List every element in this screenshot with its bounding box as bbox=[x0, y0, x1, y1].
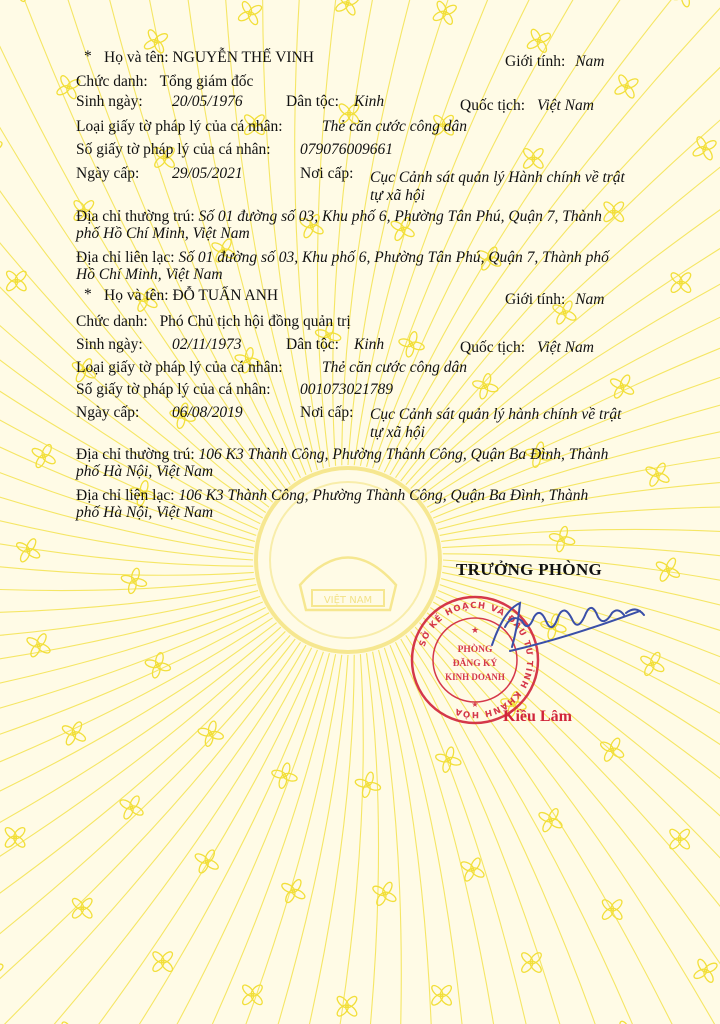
perm-address-line2: phố Hồ Chí Minh, Việt Nam bbox=[76, 225, 250, 242]
perm-address-line2: phố Hà Nội, Việt Nam bbox=[76, 463, 214, 480]
gender-row bbox=[505, 291, 604, 309]
contact-address-line2: phố Hà Nội, Việt Nam bbox=[76, 504, 214, 521]
dob-label: Sinh ngày: bbox=[76, 336, 143, 353]
title-row bbox=[76, 313, 351, 331]
stamp-ring-text: SỞ KẾ HOẠCH VÀ ĐẦU TƯ TỈNH KHÁNH HÒA bbox=[417, 600, 535, 720]
gender-value: Nam bbox=[575, 291, 605, 308]
gender-row bbox=[505, 53, 604, 71]
perm-address-line1 bbox=[76, 446, 608, 464]
title-value: Phó Chủ tịch hội đồng quản trị bbox=[159, 313, 351, 330]
doc-no-label: Số giấy tờ pháp lý của cá nhân: bbox=[76, 141, 271, 158]
issue-place-line2: tự xã hội bbox=[370, 424, 425, 441]
gender-label: Giới tính: bbox=[505, 291, 566, 308]
perm-address-label: Địa chỉ thường trú: bbox=[76, 446, 195, 463]
dob-value: 20/05/1976 bbox=[172, 93, 243, 110]
nationality-label: Quốc tịch: bbox=[460, 97, 525, 114]
issue-place-line1: Cục Cảnh sát quản lý Hành chính về trật bbox=[370, 169, 625, 186]
gender-label: Giới tính: bbox=[505, 53, 566, 70]
title-label: Chức danh: bbox=[76, 73, 148, 90]
dob-value: 02/11/1973 bbox=[172, 336, 242, 353]
doc-type-value: Thẻ căn cước công dân bbox=[322, 118, 467, 135]
ethnicity-value: Kinh bbox=[354, 336, 385, 353]
contact-address-label: Địa chỉ liên lạc: bbox=[76, 487, 175, 504]
name-label: Họ và tên: bbox=[104, 287, 169, 304]
stamp-center-line3: KINH DOANH bbox=[445, 672, 505, 682]
ethnicity-label: Dân tộc: bbox=[286, 336, 339, 353]
contact-address-line1 bbox=[76, 249, 609, 267]
nationality-label: Quốc tịch: bbox=[460, 339, 525, 356]
contact-address-value: 106 K3 Thành Công, Phường Thành Công, Quận Ba Đình, Thành bbox=[178, 487, 589, 504]
name-row bbox=[104, 49, 314, 67]
issue-place-line1: Cục Cảnh sát quản lý hành chính về trật bbox=[370, 406, 622, 423]
contact-address-line2: Hồ Chí Minh, Việt Nam bbox=[76, 266, 223, 283]
ethnicity-label: Dân tộc: bbox=[286, 93, 339, 110]
issue-date-value: 06/08/2019 bbox=[172, 404, 243, 421]
title-label: Chức danh: bbox=[76, 313, 148, 330]
doc-type-value: Thẻ căn cước công dân bbox=[322, 359, 467, 376]
signatory-name: Kiều Lâm bbox=[503, 708, 572, 725]
issue-date-label: Ngày cấp: bbox=[76, 404, 140, 421]
doc-type-label: Loại giấy tờ pháp lý của cá nhân: bbox=[76, 359, 283, 376]
nationality-value: Việt Nam bbox=[537, 339, 594, 356]
person-name: NGUYỄN THẾ VINH bbox=[172, 49, 314, 66]
svg-text:★: ★ bbox=[470, 626, 480, 636]
doc-no-value: 001073021789 bbox=[300, 381, 393, 398]
issue-date-label: Ngày cấp: bbox=[76, 165, 140, 182]
bullet-star: * bbox=[84, 48, 92, 65]
name-label: Họ và tên: bbox=[104, 49, 169, 66]
issue-place-line2: tự xã hội bbox=[370, 187, 425, 204]
perm-address-value: Số 01 đường số 03, Khu phố 6, Phường Tân Phú, Quận 7, Thành bbox=[198, 208, 602, 225]
issue-place-label: Nơi cấp: bbox=[300, 165, 354, 182]
contact-address-label: Địa chỉ liên lạc: bbox=[76, 249, 175, 266]
person-name: ĐỖ TUẤN ANH bbox=[172, 287, 279, 304]
contact-address-value: Số 01 đường số 03, Khu phố 6, Phường Tân Phú, Quận 7, Thành phố bbox=[178, 249, 609, 266]
perm-address-value: 106 K3 Thành Công, Phường Thành Công, Quận Ba Đình, Thành bbox=[198, 446, 609, 463]
perm-address-line1 bbox=[76, 208, 602, 226]
issue-date-value: 29/05/2021 bbox=[172, 165, 243, 182]
perm-address-label: Địa chỉ thường trú: bbox=[76, 208, 195, 225]
issue-place-label: Nơi cấp: bbox=[300, 404, 354, 421]
bullet-star: * bbox=[84, 286, 92, 303]
nationality-value: Việt Nam bbox=[537, 97, 594, 114]
title-value: Tổng giám đốc bbox=[159, 73, 254, 90]
dob-label: Sinh ngày: bbox=[76, 93, 143, 110]
name-row bbox=[104, 287, 278, 305]
title-row bbox=[76, 73, 253, 91]
contact-address-line1 bbox=[76, 487, 588, 505]
signatory-title: TRƯỞNG PHÒNG bbox=[456, 560, 603, 579]
doc-no-label: Số giấy tờ pháp lý của cá nhân: bbox=[76, 381, 271, 398]
doc-type-label: Loại giấy tờ pháp lý của cá nhân: bbox=[76, 118, 283, 135]
doc-no-value: 079076009661 bbox=[300, 141, 393, 158]
ethnicity-value: Kinh bbox=[354, 93, 385, 110]
emblem-text: VIỆT NAM bbox=[323, 595, 373, 606]
gender-value: Nam bbox=[575, 53, 605, 70]
svg-text:★: ★ bbox=[471, 700, 479, 709]
stamp-center-line2: ĐĂNG KÝ bbox=[452, 659, 498, 669]
stamp-center-line1: PHÒNG bbox=[457, 645, 493, 655]
